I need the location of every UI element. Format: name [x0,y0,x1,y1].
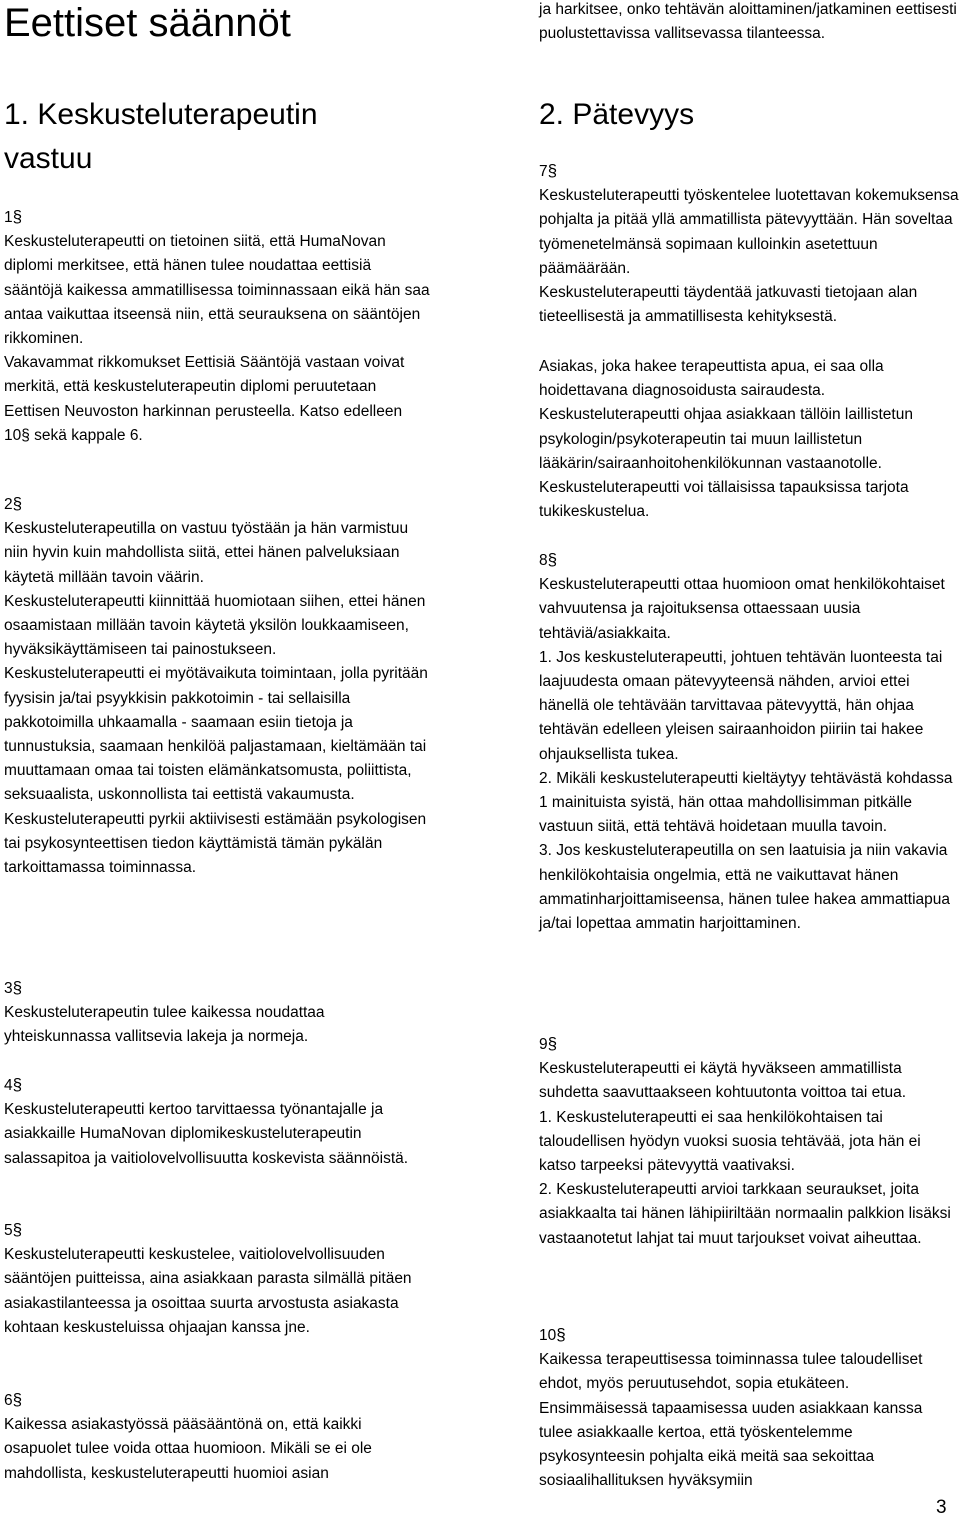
section-heading: 1. Keskusteluterapeutin vastuu [4,98,318,175]
section-item [4,976,430,1050]
item-number: 6§ [4,1390,23,1409]
page-title: Eettiset säännöt [4,1,291,45]
paragraph: Keskusteluterapeutti ei käytä hyväkseen ammatillista suhdetta saavuttaakseen kohtuutonta voittoa tai etua. [539,1060,907,1102]
continued-paragraph: ja harkitsee, onko tehtävän aloittaminen/jatkaminen eettisesti puolustettavissa vallitsevassa tilanteessa. [539,1,957,43]
item-number: 10§ [539,1325,566,1344]
item-number: 1§ [4,207,23,226]
item-number: 9§ [539,1034,558,1053]
item-number: 4§ [4,1075,23,1094]
paragraph: Keskusteluterapeutti pyrkii aktiivisesti estämään psykologisen tai psykosynteettisen tiedon käyttämistä tämän pykälän tarkoittamassa toiminnassa. [4,810,427,877]
paragraph: Keskusteluterapeutti työskentelee luotettavan kokemuksensa pohjalta ja pitää yllä ammatillista pätevyyttään. Hän soveltaa työmenetelmänsä sopimaan kulloinkin asetettuun päämäärään. [539,187,959,277]
paragraph: Keskusteluterapeutti kertoo tarvittaessa työnantajalle ja asiakkaille HumaNovan diplomikeskusteluterapeutin salassapitoa ja vaitiolovelvollisuutta koskevista säännöistä. [4,1101,409,1167]
item-number: 5§ [4,1220,23,1239]
item-number: 2§ [4,494,23,513]
paragraph: Keskusteluterapeutti ei myötävaikuta toimintaan, jolla pyritään fyysisin ja/tai psyykkisin pakkotoimin - tai sellaisilla pakkotoimilla uhkaamalla - saamaan esiin tietoja ja tunnustuksia, saamaan henkilöä paljastamaan, kieltämään tai muuttamaan omaa tai toisten elämänkatsomusta, poliittista, seksuaalista, uskonnollista tai eettistä vakaumusta. [4,665,428,804]
item-number: 7§ [539,161,558,180]
paragraph: Kaikessa terapeuttisessa toiminnassa tulee taloudelliset ehdot, myös peruutusehdot, sopia etukäteen. Ensimmäisessä tapaamisessa uuden asiakkaan kanssa tulee asiakkaalle kertoa, että työskentelemme psykosynteesin pohjalta eikä meitä saa sekoittaa sosiaalihallituksen hyväksymiin [539,1351,923,1490]
section-item [539,548,959,936]
paragraph: 1. Jos keskusteluterapeutti, johtuen tehtävän luonteesta tai laajuudesta omaan pätevyyteensä nähden, arvioi ettei hänellä ole tehtävään tarvittavaa pätevyyttä, hän ohjaa tehtävän edelleen yleisen sairaanhoidon piiriin tai hakee ohjauksellista tukea. [539,648,943,763]
page-number: 3 [936,1497,947,1518]
paragraph: Keskusteluterapeutilla on vastuu työstään ja hän varmistuu niin hyvin kuin mahdollista siitä, ettei hänen palveluksiaan käytetä millään tavoin väärin. [4,520,409,586]
section-item [4,205,430,448]
paragraph: 2. Keskusteluterapeutti arvioi tarkkaan seuraukset, joita asiakkaalta tai hänen lähipiiriltään normaalin palkkion lisäksi vastaanotetut lahjat tai muut tarjoukset voivat aiheuttaa. [539,1181,951,1247]
section-item [4,492,430,880]
section-item [4,1218,430,1340]
item-number: 3§ [4,978,23,997]
section-item [539,355,959,524]
paragraph: Keskusteluterapeutti keskustelee, vaitiolovelvollisuuden sääntöjen puitteissa, aina asiakkaan parasta silmällä pitäen asiakastilanteessa ja osoittaa suurta arvostusta asiakasta kohtaan keskusteluissa ohjaajan kanssa jne. [4,1246,412,1336]
paragraph: Vakavammat rikkomukset Eettisiä Sääntöjä vastaan voivat merkitä, että keskusteluterapeutin diplomi peruutetaan Eettisen Neuvoston harkinnan perusteella. Katso edelleen 10§ sekä kappale 6. [4,354,405,444]
section-item [539,159,959,329]
paragraph: 2. Mikäli keskusteluterapeutti kieltäytyy tehtävästä kohdassa 1 mainituista syistä, hän ottaa mahdollisimman pitkälle vastuun siitä, että tehtävä hoidetaan muulla tavoin. [539,769,953,836]
paragraph: 1. Keskusteluterapeutti ei saa henkilökohtaisen tai taloudellisen hyödyn vuoksi suosia tehtävää, jota hän ei katso tarpeeksi pätevyyttä vaativaksi. [539,1108,921,1175]
section-heading: 2. Pätevyys [539,98,695,131]
paragraph: Keskusteluterapeutti täydentää jatkuvasti tietojaan alan tieteellisestä ja ammatillisesta kehityksestä. [539,284,918,326]
paragraph: Keskusteluterapeutti kiinnittää huomiotaan siihen, ettei hänen osaamistaan millään tavoin käytetä yksilön loukkaamiseen, hyväksikäyttämiseen tai painostukseen. [4,592,426,659]
item-number: 8§ [539,550,558,569]
section-item [539,1032,959,1251]
paragraph: Keskusteluterapeutti ottaa huomioon omat henkilökohtaiset vahvuutensa ja rajoituksensa ottaessaan uusia tehtäviä/asiakkaita. [539,576,945,642]
paragraph: Keskusteluterapeutin tulee kaikessa noudattaa yhteiskunnassa vallitsevia lakeja ja normeja. [4,1004,325,1046]
paragraph: Keskusteluterapeutti on tietoinen siitä, että HumaNovan diplomi merkitsee, että hänen tulee noudattaa eettisiä sääntöjä kaikessa ammatillisessa toiminnassaan eikä hän saa antaa vaikuttaa itseensä niin, että seurauksena on sääntöjen rikkominen. [4,233,430,348]
section-item [4,1073,430,1171]
paragraph: Kaikessa asiakastyössä pääsääntönä on, että kaikki osapuolet tulee voida ottaa huomioon. Mikäli se ei ole mahdollista, keskusteluterapeutti huomioi asian [4,1416,372,1482]
section-item [539,1323,959,1493]
paragraph: Keskusteluterapeutti ohjaa asiakkaan tällöin laillistetun psykologin/psykoterapeutin tai muun laillistetun lääkärin/sairaanhoitohenkilökunnan vastaanotolle. Keskusteluterapeutti voi tällaisissa tapauksissa tarjota tukikeskustelua. [539,406,913,521]
paragraph: 3. Jos keskusteluterapeutilla on sen laatuisia ja niin vakavia henkilökohtaisia ongelmia, että ne vaikuttavat hänen ammatinharjoittamiseensa, hänen tulee hakea ammattiapua ja/tai lopettaa ammatin harjoittaminen. [539,842,950,933]
section-item [4,1388,430,1486]
paragraph: Asiakas, joka hakee terapeuttista apua, ei saa olla hoidettavana diagnosoidusta sairaudesta. [539,358,884,400]
